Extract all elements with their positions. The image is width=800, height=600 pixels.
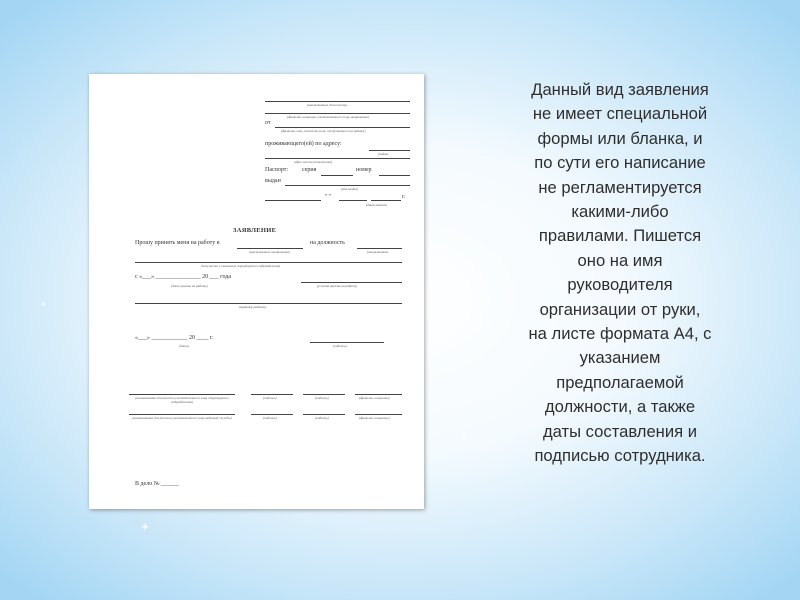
form-caption: (фамилия, имя, отчество лица, поступающего на работу) [281,129,366,133]
description-line: оно на имя [577,250,663,270]
form-caption: (подпись) [315,416,329,420]
description-line: не регламентируется [538,177,702,197]
case-number-label: В дело № ______ [135,481,179,487]
form-caption: характер работы) [239,305,267,309]
form-label: номер [356,167,372,173]
description-line: указанием [579,348,661,368]
form-caption: (фамилия, инициалы уполномоченного лица организации) [287,115,370,119]
description-line: руководителя [567,275,673,295]
description-line: даты составления и [543,421,697,441]
description-text [502,78,738,469]
form-label: " " [325,194,332,200]
description-line: Данный вид заявления [531,80,709,99]
form-label: с «___» _______________ 20 ___ года [135,274,232,280]
form-label: Прошу принять меня на работу в [135,240,220,246]
description-line: подписью сотрудника. [534,446,706,466]
description-line: на листе формата А4, с [528,324,712,344]
description-line: формы или бланка, и [537,128,703,148]
form-caption: (кем выдан) [341,187,359,191]
description-line: какими-либо [571,202,669,222]
sparkle-icon: ✦ [140,520,151,534]
form-caption: (фамилия, инициалы) [359,396,390,400]
description-line: организации от руки, [539,299,701,319]
description-line: по сути его написание [534,153,706,173]
form-caption: адрес местожительства) [294,160,333,164]
form-label: выдан [265,178,281,184]
application-form-image [89,74,424,509]
form-label: на должность [310,240,345,246]
form-caption: (подпись) [263,416,277,420]
description-line: предполагаемой [556,372,684,392]
form-label: от [265,120,271,126]
form-caption: должности с указанием структурного подразделения) [201,264,281,268]
form-caption: (наименование должности) [307,103,348,107]
description-line: должности, а также [544,397,696,417]
form-title: ЗАЯВЛЕНИЕ [233,227,277,234]
form-caption: (индекс [378,152,389,156]
form-caption: (дата выдачи) [366,203,388,207]
form-caption: (наименование должности уполномоченного лица структурного подразделения) [135,396,229,404]
form-label: серия [302,167,317,173]
form-label: г. [402,194,406,200]
form-caption: (наименование организации) [249,250,291,254]
sparkle-icon: ✦ [40,300,47,309]
form-caption: (дата) [179,344,189,348]
form-label: Паспорт: [265,167,289,173]
form-caption: (условия приема на работу) [317,284,358,288]
form-label: «___» ____________ 20 ____ г. [135,335,214,341]
form-caption: (подпись) [333,344,347,348]
form-caption: (дата приема на работу) [171,284,208,288]
form-caption: (наименование [367,250,389,254]
description-line: правилами. Пишется [538,226,702,246]
form-caption: (подпись) [263,396,277,400]
form-caption: (подпись) [315,396,329,400]
form-caption: (наименование должности уполномоченного лица кадровой службы) [132,416,232,420]
description-line: не имеет специальной [532,104,708,124]
form-caption: (фамилия, инициалы) [359,416,390,420]
form-label: проживающего(ей) по адресу: [265,141,342,147]
sparkle-icon: ✦ [460,430,468,440]
